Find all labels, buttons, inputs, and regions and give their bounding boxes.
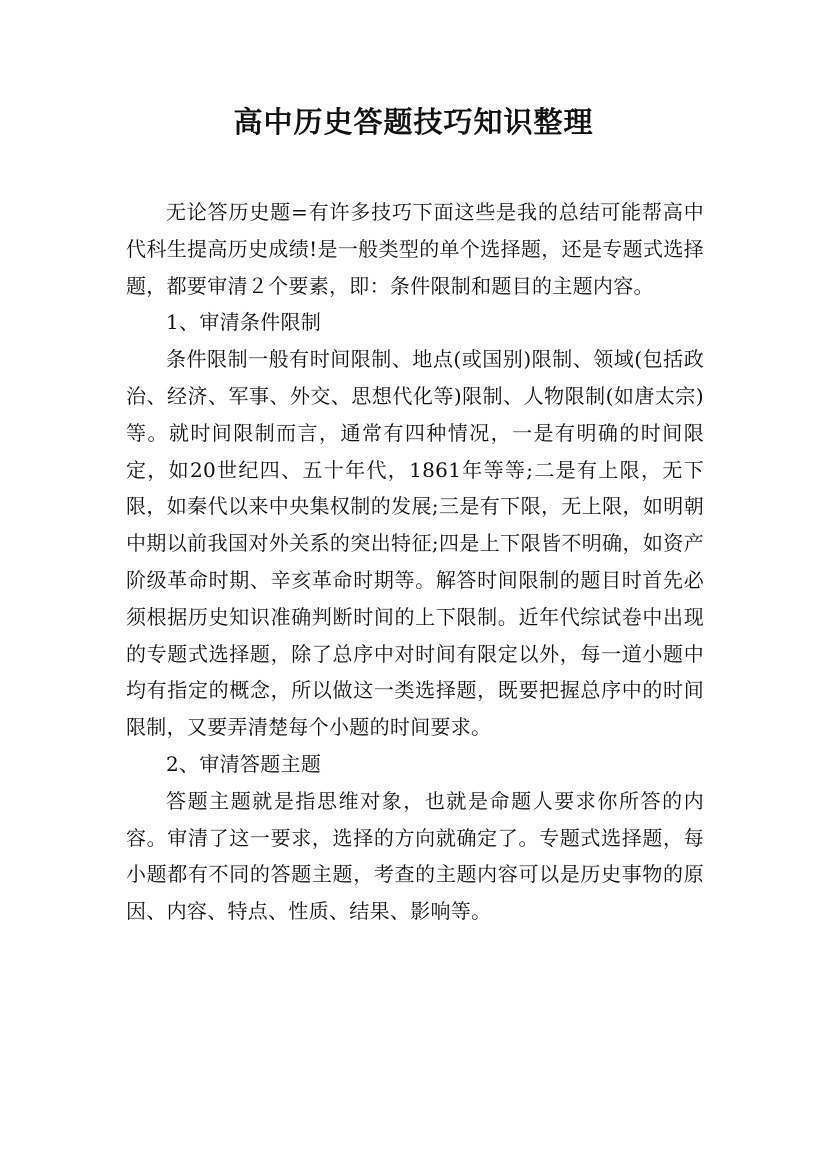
document-body xyxy=(126,194,704,930)
intro-paragraph: 无论答历史题=有许多技巧下面这些是我的总结可能帮高中代科生提高历史成绩!是一般类型的单个选择题，还是专题式选择题，都要审清２个要素，即：条件限制和题目的主题内容。 xyxy=(126,200,704,298)
page-title: 高中历史答题技巧知识整理 xyxy=(233,105,594,139)
section-2-heading: 2、审清答题主题 xyxy=(166,751,322,776)
section-2-paragraph: 答题主题就是指思维对象，也就是命题人要求你所答的内容。审清了这一要求，选择的方向就确定了。专题式选择题，每小题都有不同的答题主题，考查的主题内容可以是历史事物的原因、内容、特点、性质、结果、影响等。 xyxy=(126,788,704,924)
section-1-paragraph: 条件限制一般有时间限制、地点(或国别)限制、领域(包括政治、经济、军事、外交、思想代化等)限制、人物限制(如唐太宗)等。就时间限制而言，通常有四种情况，一是有明确的时间限定，如20世纪四、五十年代，1861年等等;二是有上限，无下限，如秦代以来中央集权制的发展;三是有下限，无上限，如明朝中期以前我国对外关系的突出特征;四是上下限皆不明确，如资产阶级革命时期、辛亥革命时期等。解答时间限制的题目时首先必须根据历史知识准确判断时间的上下限制。近年代综试卷中出现的专题式选择题，除了总序中对时间有限定以外，每一道小题中均有指定的概念，所以做这一类选择题，既要把握总序中的时间限制，又要弄清楚每个小题的时间要求。 xyxy=(126,347,704,740)
section-1-heading: 1、审清条件限制 xyxy=(166,310,322,335)
